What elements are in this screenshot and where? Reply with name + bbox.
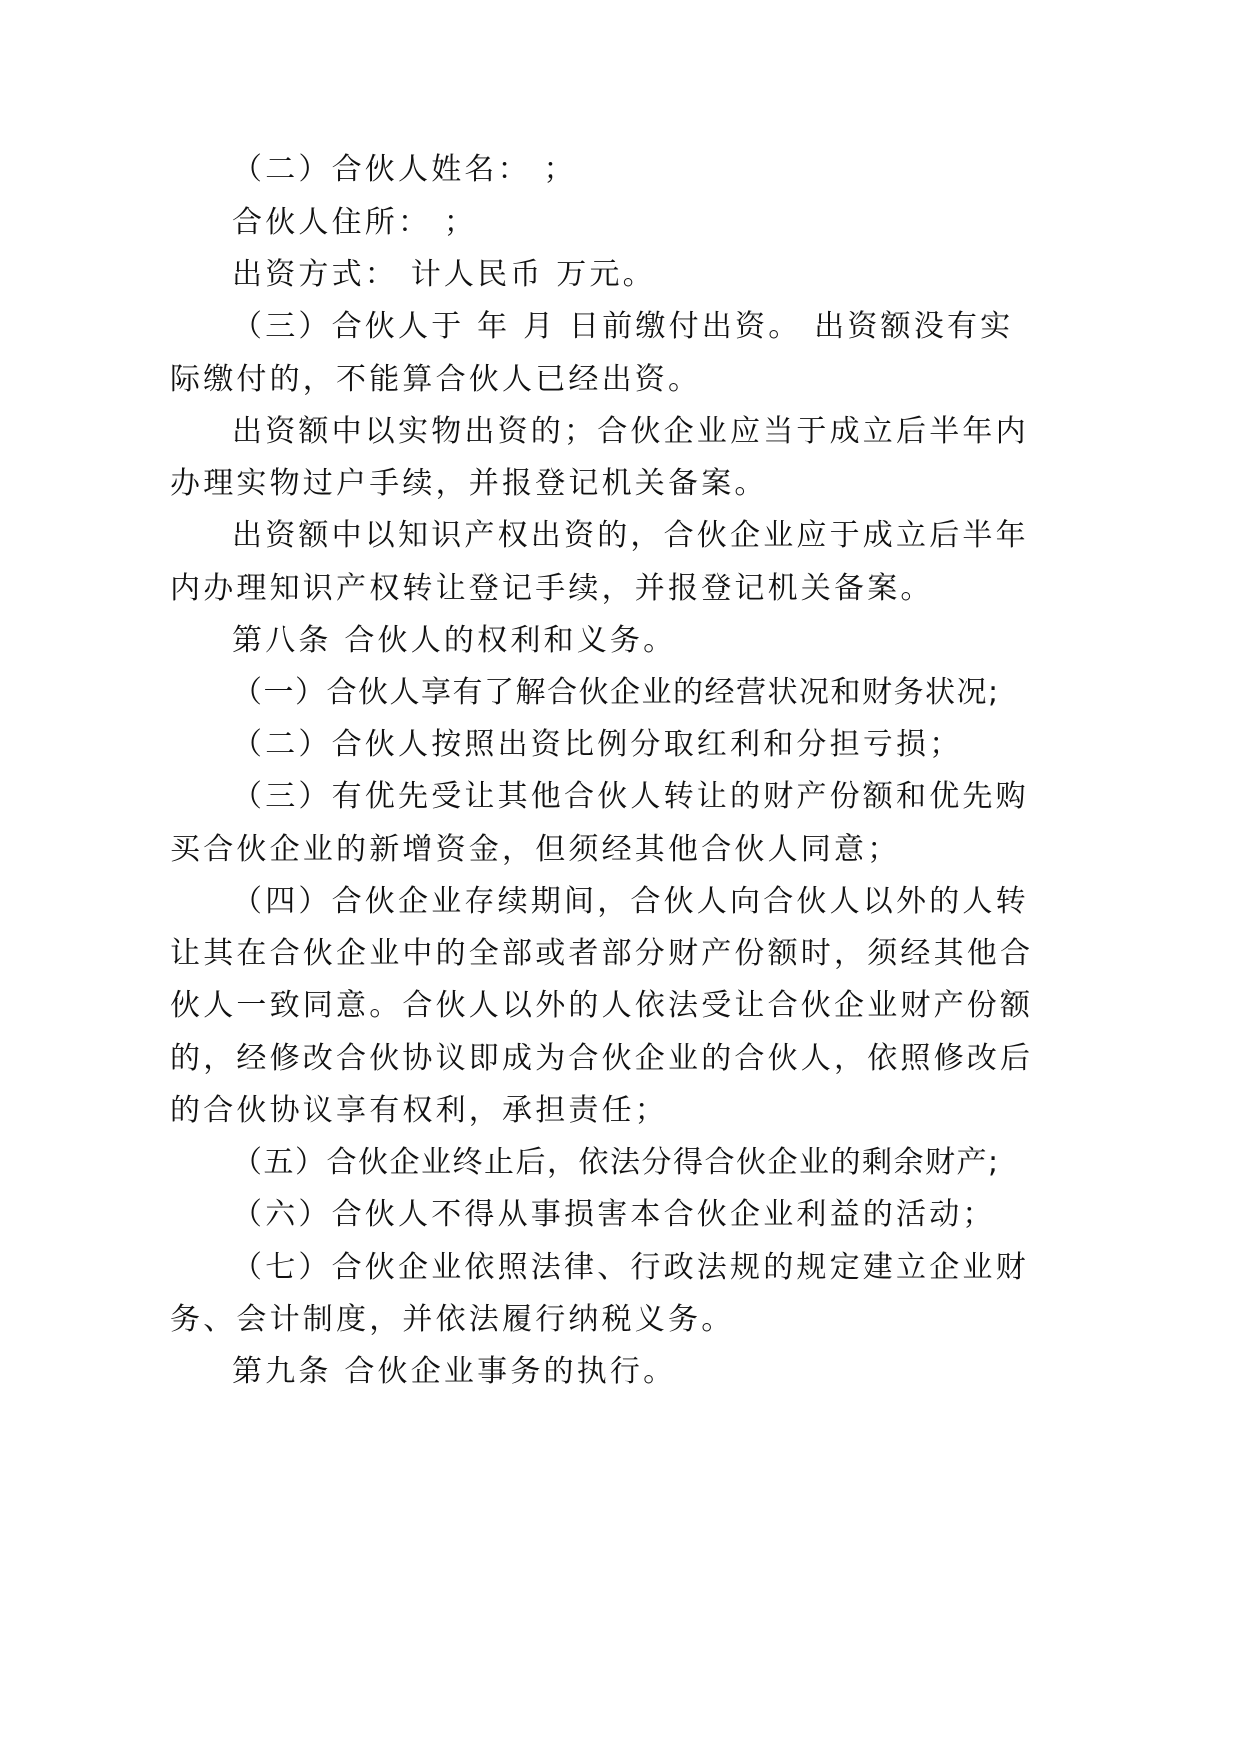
article-heading: 第九条 合伙企业事务的执行。 xyxy=(232,1354,677,1389)
text-line: （六）合伙人不得从事损害本合伙企业利益的活动； xyxy=(232,1197,996,1232)
text-line: （二）合伙人姓名： ； xyxy=(232,152,577,187)
text-line: 合伙人住所： ； xyxy=(232,205,478,240)
text-line: 务、会计制度，并依法履行纳税义务。 xyxy=(170,1302,735,1337)
text-line: 出资额中以实物出资的；合伙企业应当于成立后半年内 xyxy=(232,414,1029,449)
text-line: 出资额中以知识产权出资的，合伙企业应于成立后半年 xyxy=(232,518,1029,553)
text-line: 买合伙企业的新增资金，但须经其他合伙人同意； xyxy=(170,832,901,867)
text-line: 的，经修改合伙协议即成为合伙企业的合伙人，依照修改后 xyxy=(170,1041,1034,1076)
text-line: 际缴付的，不能算合伙人已经出资。 xyxy=(170,362,702,397)
text-line: （二）合伙人按照出资比例分取红利和分担亏损； xyxy=(232,727,963,762)
text-line: 内办理知识产权转让登记手续，并报登记机关备案。 xyxy=(170,571,934,606)
text-line: （一）合伙人享有了解合伙企业的经营状况和财务状况; xyxy=(232,675,1000,710)
text-line: 让其在合伙企业中的全部或者部分财产份额时，须经其他合 xyxy=(170,936,1034,971)
article-heading: 第八条 合伙人的权利和义务。 xyxy=(232,623,677,658)
text-line: 伙人一致同意。合伙人以外的人依法受让合伙企业财产份额 xyxy=(170,988,1034,1023)
text-line: （三）合伙人于 年 月 日前缴付出资。 出资额没有实 xyxy=(232,309,1014,344)
text-line: （三）有优先受让其他合伙人转让的财产份额和优先购 xyxy=(232,779,1029,814)
text-line: （五）合伙企业终止后，依法分得合伙企业的剩余财产; xyxy=(232,1145,1000,1180)
text-line: （四）合伙企业存续期间，合伙人向合伙人以外的人转 xyxy=(232,884,1029,919)
text-line: 出资方式： 计人民币 万元。 xyxy=(232,257,656,292)
text-line: 办理实物过户手续，并报登记机关备案。 xyxy=(170,466,768,501)
text-line: （七）合伙企业依照法律、行政法规的规定建立企业财 xyxy=(232,1250,1029,1285)
text-line: 的合伙协议享有权利，承担责任； xyxy=(170,1093,668,1128)
